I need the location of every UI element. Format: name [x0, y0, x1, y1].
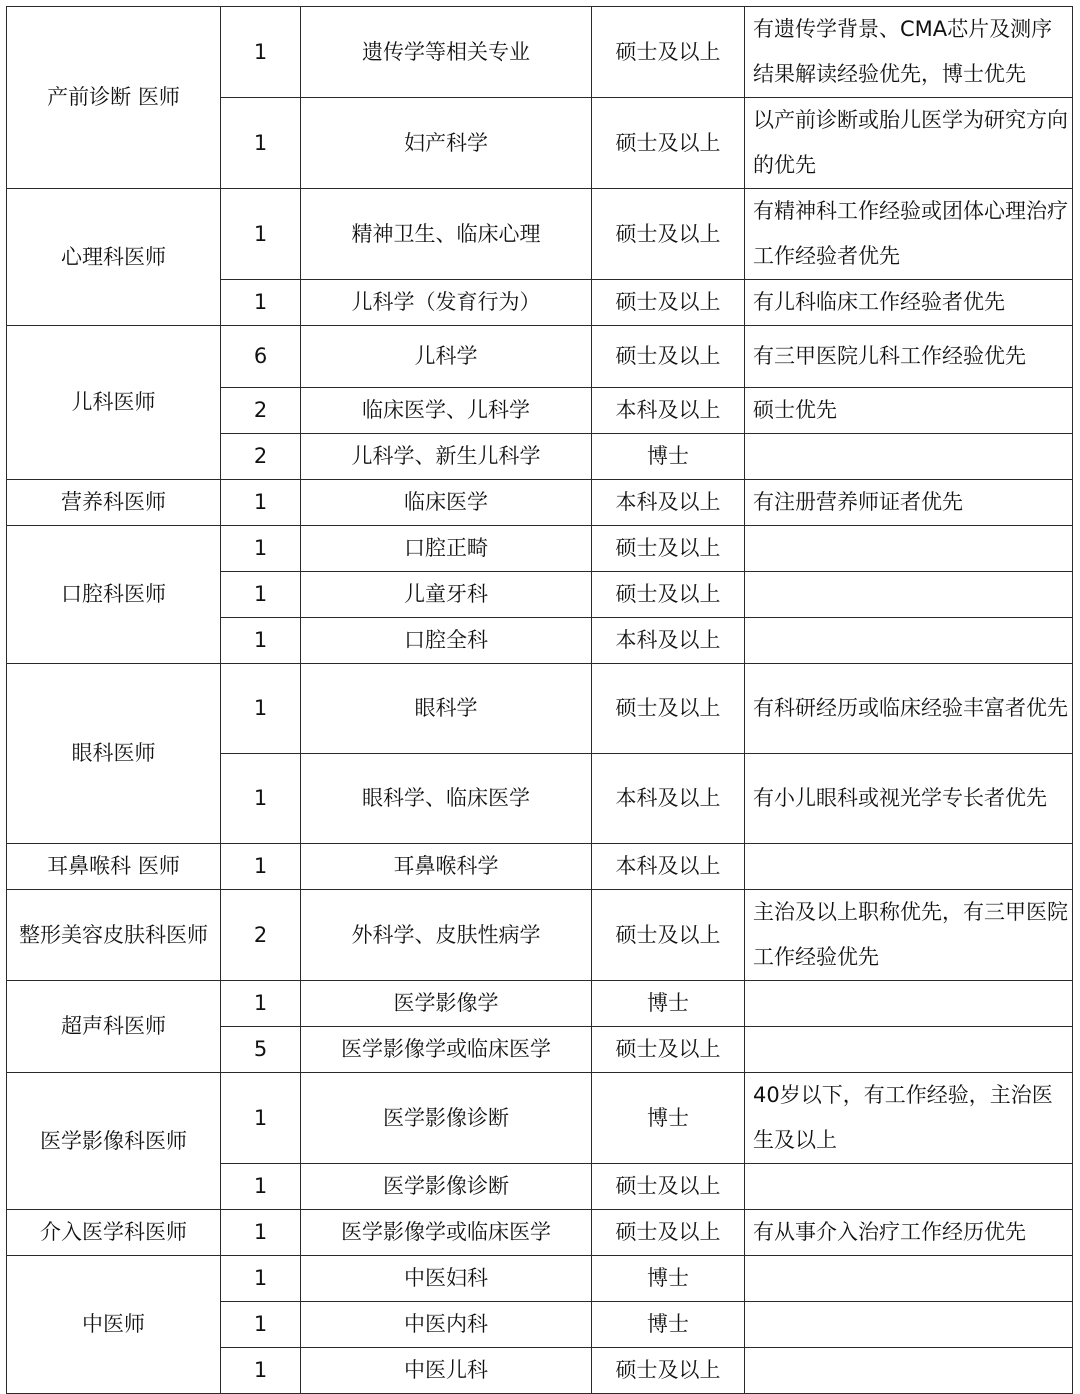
count-cell: 1: [221, 1256, 301, 1302]
major-cell: 中医儿科: [301, 1348, 592, 1394]
major-cell: 妇产科学: [301, 98, 592, 189]
count-cell: 6: [221, 326, 301, 388]
degree-cell: 本科及以上: [592, 618, 745, 664]
note-cell: 有从事介入治疗工作经历优先: [745, 1210, 1073, 1256]
table-row: [7, 526, 1073, 572]
table-row: [7, 1210, 1073, 1256]
count-cell: 2: [221, 434, 301, 480]
major-cell: 医学影像诊断: [301, 1164, 592, 1210]
degree-cell: 硕士及以上: [592, 572, 745, 618]
note-cell: 有小儿眼科或视光学专长者优先: [745, 754, 1073, 844]
degree-cell: 硕士及以上: [592, 1027, 745, 1073]
table-row: [7, 326, 1073, 388]
major-cell: 口腔全科: [301, 618, 592, 664]
table-row: [7, 890, 1073, 981]
major-cell: 儿童牙科: [301, 572, 592, 618]
major-cell: 中医妇科: [301, 1256, 592, 1302]
note-cell: 有科研经历或临床经验丰富者优先: [745, 664, 1073, 754]
note-cell: [745, 526, 1073, 572]
note-cell: [745, 618, 1073, 664]
note-cell: [745, 981, 1073, 1027]
count-cell: 1: [221, 1073, 301, 1164]
degree-cell: 硕士及以上: [592, 189, 745, 280]
note-cell: [745, 1348, 1073, 1394]
note-cell: 主治及以上职称优先，有三甲医院工作经验优先: [745, 890, 1073, 981]
position-cell: 中医师: [7, 1256, 221, 1394]
major-cell: 眼科学、临床医学: [301, 754, 592, 844]
note-cell: [745, 1164, 1073, 1210]
degree-cell: 本科及以上: [592, 388, 745, 434]
note-cell: 有注册营养师证者优先: [745, 480, 1073, 526]
major-cell: 口腔正畸: [301, 526, 592, 572]
major-cell: 儿科学、新生儿科学: [301, 434, 592, 480]
position-cell: 营养科医师: [7, 480, 221, 526]
note-cell: 硕士优先: [745, 388, 1073, 434]
position-cell: 超声科医师: [7, 981, 221, 1073]
major-cell: 眼科学: [301, 664, 592, 754]
note-cell: 有精神科工作经验或团体心理治疗工作经验者优先: [745, 189, 1073, 280]
position-cell: 眼科医师: [7, 664, 221, 844]
major-cell: 外科学、皮肤性病学: [301, 890, 592, 981]
position-cell: 医学影像科医师: [7, 1073, 221, 1210]
note-cell: 有遗传学背景、CMA芯片及测序结果解读经验优先，博士优先: [745, 7, 1073, 98]
count-cell: 1: [221, 1348, 301, 1394]
degree-cell: 博士: [592, 1073, 745, 1164]
degree-cell: 硕士及以上: [592, 1164, 745, 1210]
major-cell: 中医内科: [301, 1302, 592, 1348]
count-cell: 2: [221, 388, 301, 434]
major-cell: 临床医学: [301, 480, 592, 526]
count-cell: 1: [221, 1210, 301, 1256]
count-cell: 1: [221, 618, 301, 664]
note-cell: 40岁以下，有工作经验，主治医生及以上: [745, 1073, 1073, 1164]
major-cell: 医学影像诊断: [301, 1073, 592, 1164]
position-cell: 心理科医师: [7, 189, 221, 326]
table-row: [7, 7, 1073, 98]
count-cell: 1: [221, 572, 301, 618]
degree-cell: 硕士及以上: [592, 1348, 745, 1394]
count-cell: 1: [221, 1302, 301, 1348]
recruitment-table: [6, 6, 1073, 1394]
degree-cell: 硕士及以上: [592, 890, 745, 981]
degree-cell: 本科及以上: [592, 480, 745, 526]
count-cell: 1: [221, 7, 301, 98]
degree-cell: 硕士及以上: [592, 526, 745, 572]
major-cell: 医学影像学或临床医学: [301, 1027, 592, 1073]
position-cell: 儿科医师: [7, 326, 221, 480]
table-row: [7, 189, 1073, 280]
note-cell: [745, 1302, 1073, 1348]
degree-cell: 博士: [592, 434, 745, 480]
count-cell: 1: [221, 844, 301, 890]
position-cell: 产前诊断 医师: [7, 7, 221, 189]
degree-cell: 硕士及以上: [592, 7, 745, 98]
count-cell: 1: [221, 526, 301, 572]
table-row: [7, 1073, 1073, 1164]
degree-cell: 硕士及以上: [592, 664, 745, 754]
count-cell: 1: [221, 981, 301, 1027]
degree-cell: 硕士及以上: [592, 280, 745, 326]
degree-cell: 硕士及以上: [592, 98, 745, 189]
count-cell: 1: [221, 754, 301, 844]
degree-cell: 硕士及以上: [592, 1210, 745, 1256]
major-cell: 医学影像学或临床医学: [301, 1210, 592, 1256]
note-cell: 有三甲医院儿科工作经验优先: [745, 326, 1073, 388]
position-cell: 整形美容皮肤科医师: [7, 890, 221, 981]
major-cell: 精神卫生、临床心理: [301, 189, 592, 280]
count-cell: 1: [221, 664, 301, 754]
table-row: [7, 981, 1073, 1027]
note-cell: [745, 572, 1073, 618]
degree-cell: 本科及以上: [592, 844, 745, 890]
recruitment-table-body: [7, 7, 1073, 1394]
major-cell: 儿科学（发育行为）: [301, 280, 592, 326]
table-row: [7, 844, 1073, 890]
count-cell: 1: [221, 189, 301, 280]
degree-cell: 博士: [592, 1302, 745, 1348]
degree-cell: 硕士及以上: [592, 326, 745, 388]
position-cell: 口腔科医师: [7, 526, 221, 664]
major-cell: 遗传学等相关专业: [301, 7, 592, 98]
count-cell: 5: [221, 1027, 301, 1073]
count-cell: 1: [221, 280, 301, 326]
major-cell: 儿科学: [301, 326, 592, 388]
table-row: [7, 1256, 1073, 1302]
degree-cell: 博士: [592, 1256, 745, 1302]
position-cell: 介入医学科医师: [7, 1210, 221, 1256]
count-cell: 1: [221, 98, 301, 189]
note-cell: [745, 1256, 1073, 1302]
note-cell: 有儿科临床工作经验者优先: [745, 280, 1073, 326]
note-cell: [745, 1027, 1073, 1073]
count-cell: 2: [221, 890, 301, 981]
major-cell: 耳鼻喉科学: [301, 844, 592, 890]
table-row: [7, 664, 1073, 754]
note-cell: [745, 434, 1073, 480]
count-cell: 1: [221, 1164, 301, 1210]
note-cell: [745, 844, 1073, 890]
major-cell: 临床医学、儿科学: [301, 388, 592, 434]
position-cell: 耳鼻喉科 医师: [7, 844, 221, 890]
count-cell: 1: [221, 480, 301, 526]
note-cell: 以产前诊断或胎儿医学为研究方向的优先: [745, 98, 1073, 189]
table-row: [7, 480, 1073, 526]
degree-cell: 本科及以上: [592, 754, 745, 844]
major-cell: 医学影像学: [301, 981, 592, 1027]
degree-cell: 博士: [592, 981, 745, 1027]
